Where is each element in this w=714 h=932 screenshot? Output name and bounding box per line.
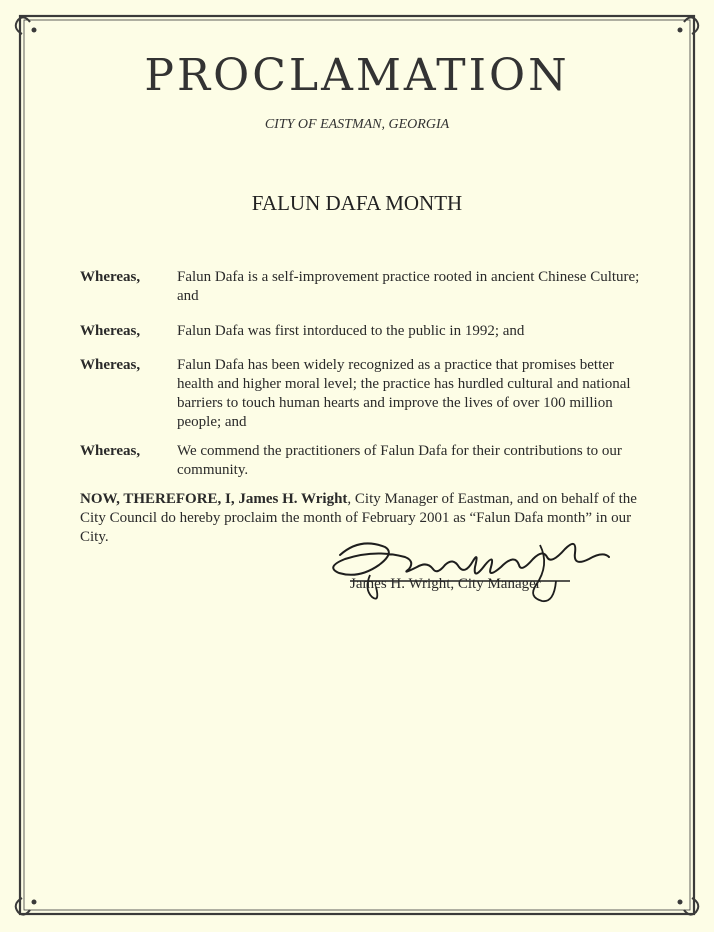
proclamation-heading: FALUN DAFA MONTH	[251, 191, 463, 215]
whereas-label: Whereas,	[80, 323, 141, 339]
city-subtitle: CITY OF EASTMAN, GEORGIA	[264, 117, 450, 132]
whereas-clause	[80, 356, 640, 432]
whereas-text: Falun Dafa has been widely recognized as a practice that promises better health and higher moral level; the practice has hurdled cultural and national barriers to touch human hearts and improve the lives of over 100 million people; and	[177, 357, 631, 430]
handwritten-signature	[330, 535, 620, 605]
signer-name: James H. Wright, City Manager	[350, 576, 541, 592]
whereas-clause	[80, 268, 640, 306]
page-title: PROCLAMATION	[144, 50, 570, 101]
whereas-label: Whereas,	[80, 443, 141, 459]
whereas-text: We commend the practitioners of Falun Dafa for their contributions to our community.	[177, 443, 622, 478]
proclamation-statement-rest: , City Manager of Eastman, and on behalf of the City Council do hereby proclaim the month of February 2001 as “Falun Dafa month” in our City.	[80, 491, 637, 545]
proclamation-statement-bold: NOW, THEREFORE, I, James H. Wright	[80, 491, 348, 507]
whereas-label: Whereas,	[80, 269, 141, 285]
whereas-label: Whereas,	[80, 357, 141, 373]
whereas-clause	[80, 442, 640, 480]
whereas-text: Falun Dafa is a self-improvement practice rooted in ancient Chinese Culture; and	[177, 269, 640, 304]
whereas-clause	[80, 322, 640, 341]
whereas-text: Falun Dafa was first intorduced to the public in 1992; and	[177, 323, 525, 339]
